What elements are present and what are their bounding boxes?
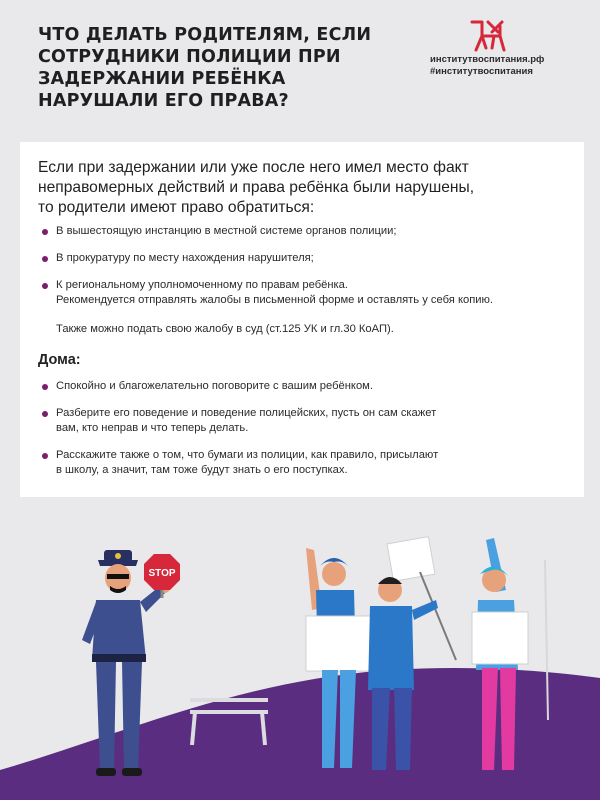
list-item-text: Расскажите также о том, что бумаги из полиции, как правило, присылают [56, 449, 439, 461]
stop-sign-icon [144, 554, 180, 598]
lead-text [38, 158, 568, 218]
list-item-text: В вышестоящую инстанцию в местной системе органов полиции; [56, 225, 397, 237]
list-item-text: Разберите его поведение и поведение полицейских, пусть он сам скажет [56, 407, 437, 419]
rights-list [42, 224, 572, 308]
brand-logo-icon [468, 18, 508, 52]
info-card [20, 142, 584, 497]
page-title [38, 24, 378, 112]
header [0, 0, 600, 140]
list-item [42, 379, 572, 394]
title-line: ЗАДЕРЖАНИИ РЕБЁНКА [38, 69, 286, 89]
list-item-text: К региональному уполномоченному по правам ребёнка. [56, 279, 348, 291]
brand-hashtag: #институтвоспитания [430, 66, 533, 77]
list-item [42, 224, 572, 239]
list-item-text: в школу, а значит, там тоже будут знать о его поступках. [56, 464, 348, 476]
stop-sign-label: STOP [148, 568, 176, 579]
bullet-icon [42, 384, 48, 390]
brand-block [430, 18, 590, 78]
list-item [42, 278, 572, 308]
lead-line: неправомерных действий и права ребёнка были нарушены, [38, 179, 475, 196]
list-item-text: Спокойно и благожелательно поговорите с вашим ребёнком. [56, 380, 373, 392]
illustration [0, 520, 600, 800]
lead-line: то родители имеют право обратиться: [38, 199, 315, 216]
bullet-icon [42, 283, 48, 289]
list-item [42, 448, 572, 478]
bullet-icon [42, 411, 48, 417]
list-item [42, 251, 572, 266]
home-list [42, 379, 572, 478]
list-item [42, 406, 572, 436]
title-line: НАРУШАЛИ ЕГО ПРАВА? [38, 91, 289, 111]
court-note: Также можно подать свою жалобу в суд (ст.125 УК и гл.30 КоАП). [56, 323, 394, 335]
title-line: СОТРУДНИКИ ПОЛИЦИИ ПРИ [38, 47, 341, 67]
bullet-icon [42, 453, 48, 459]
brand-site: институтвоспитания.рф [430, 54, 545, 65]
list-item-text: вам, кто неправ и что теперь делать. [56, 422, 249, 434]
bullet-icon [42, 256, 48, 262]
home-heading: Дома: [38, 352, 81, 368]
title-line: ЧТО ДЕЛАТЬ РОДИТЕЛЯМ, ЕСЛИ [38, 25, 372, 45]
list-item-text: Рекомендуется отправлять жалобы в письменной форме и оставлять у себя копию. [56, 294, 493, 306]
lead-line: Если при задержании или уже после него имел место факт [38, 159, 469, 176]
bullet-icon [42, 229, 48, 235]
list-item-text: В прокуратуру по месту нахождения нарушителя; [56, 252, 314, 264]
